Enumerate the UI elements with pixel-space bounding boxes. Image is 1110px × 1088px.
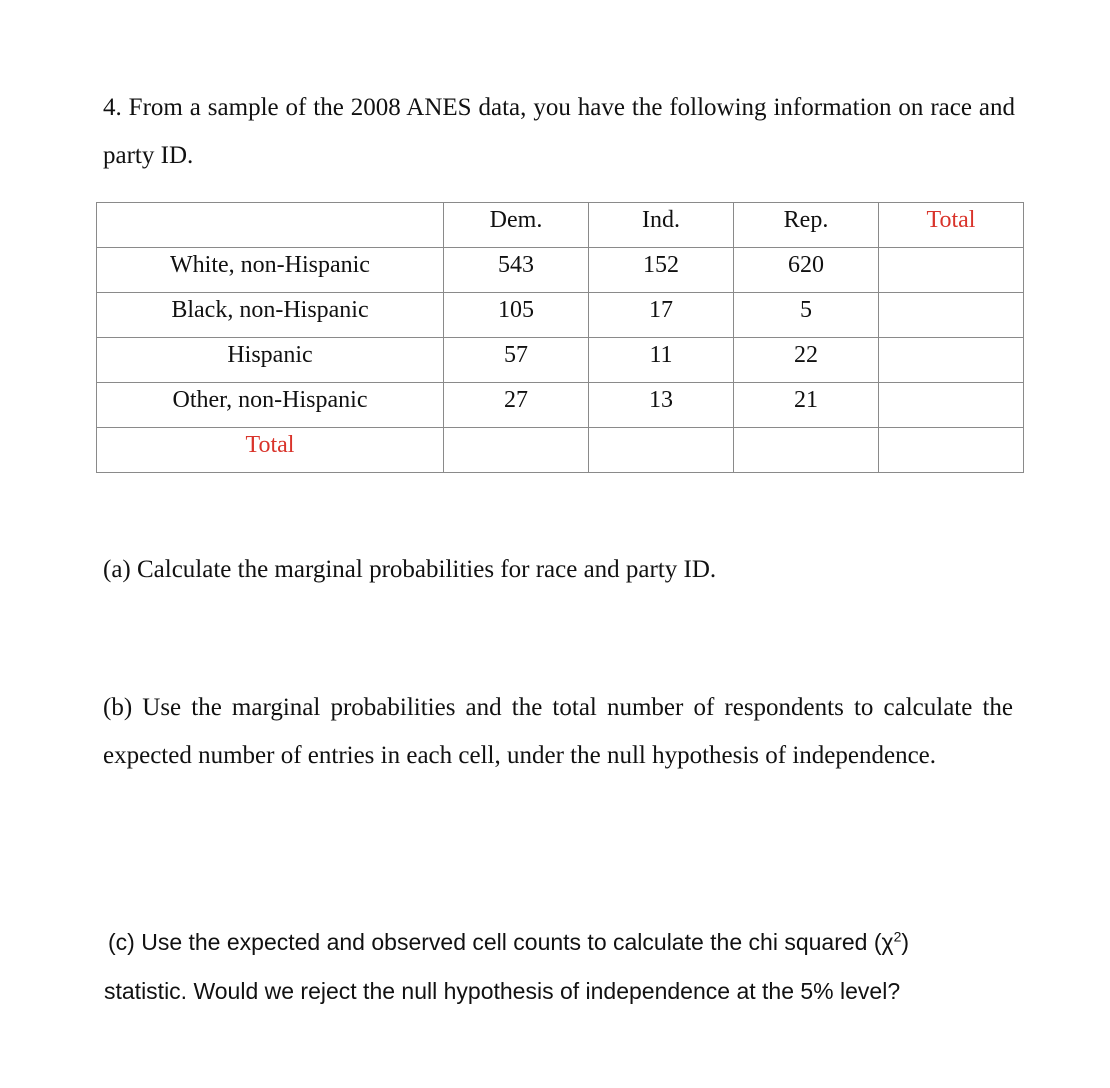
row-label: White, non-Hispanic [97, 248, 444, 293]
table-row [97, 248, 1024, 293]
table-row [97, 383, 1024, 428]
row-label: Other, non-Hispanic [97, 383, 444, 428]
part-c-text [104, 918, 1024, 1016]
header-cell-empty [97, 203, 444, 248]
cell-rep: 22 [734, 338, 879, 383]
chi-squared-exponent: 2 [893, 928, 902, 945]
cell-ind: 11 [589, 338, 734, 383]
total-cell-rep [734, 428, 879, 473]
row-label: Black, non-Hispanic [97, 293, 444, 338]
part-c-line2: statistic. Would we reject the null hypothesis of independence at the 5% level? [104, 978, 901, 1004]
total-cell-ind [589, 428, 734, 473]
total-cell-total [879, 428, 1024, 473]
part-c-line1-pre: (c) Use the expected and observed cell counts to calculate the chi squared (χ [108, 929, 894, 955]
cell-dem: 57 [444, 338, 589, 383]
row-label: Hispanic [97, 338, 444, 383]
table-total-row [97, 428, 1024, 473]
cell-dem: 105 [444, 293, 589, 338]
part-c-line1 [104, 918, 1024, 967]
table-row [97, 338, 1024, 383]
cell-total [879, 338, 1024, 383]
cell-total [879, 248, 1024, 293]
total-row-label: Total [97, 428, 444, 473]
cell-total [879, 383, 1024, 428]
question-intro: 4. From a sample of the 2008 ANES data, you have the following information on race and party ID. [103, 94, 1015, 169]
race-party-table [96, 202, 1024, 473]
cell-rep: 620 [734, 248, 879, 293]
cell-rep: 21 [734, 383, 879, 428]
total-cell-dem [444, 428, 589, 473]
header-cell-ind: Ind. [589, 203, 734, 248]
cell-dem: 543 [444, 248, 589, 293]
table-header-row [97, 203, 1024, 248]
cell-ind: 152 [589, 248, 734, 293]
cell-dem: 27 [444, 383, 589, 428]
table-row [97, 293, 1024, 338]
cell-total [879, 293, 1024, 338]
cell-ind: 17 [589, 293, 734, 338]
header-cell-rep: Rep. [734, 203, 879, 248]
part-c-line1-post: ) [901, 929, 910, 955]
header-cell-dem: Dem. [444, 203, 589, 248]
part-a-text: (a) Calculate the marginal probabilities for race and party ID. [103, 556, 717, 583]
cell-ind: 13 [589, 383, 734, 428]
header-cell-total: Total [879, 203, 1024, 248]
part-b-text: (b) Use the marginal probabilities and the total number of respondents to calculate the expected number of entries in each cell, under the null hypothesis of independence. [103, 694, 1013, 769]
cell-rep: 5 [734, 293, 879, 338]
